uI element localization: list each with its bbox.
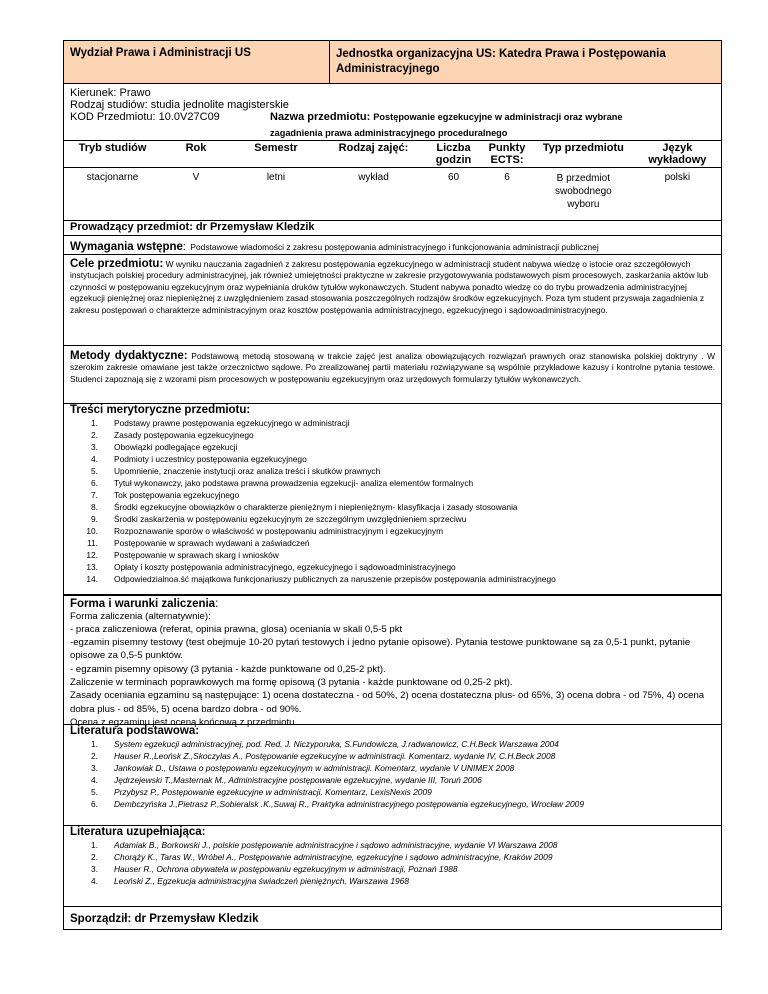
list-item: 13. Opłaty i koszty postępowania administracyjnego, egzekucyjnego i sądowoadministracyjnego	[86, 561, 456, 572]
study-type: Rodzaj studiów: studia jednolite magisterskie	[70, 99, 289, 111]
objectives-title: Cele przedmiotu:	[70, 257, 164, 270]
course-code: KOD Przedmiotu: 10.0V27C09	[70, 111, 220, 123]
prerequisites-text: Podstawowe wiadomości z zakresu postępowania administracyjnego i funkcjonowania administracji publicznej	[190, 241, 599, 252]
table-cell: polski	[664, 172, 691, 183]
prerequisites-title: Wymagania wstępne	[70, 240, 183, 253]
list-item: 4. Leoński Z., Egzekucja administracyjna świadczeń pieniężnych, Warszawa 1968	[91, 875, 409, 886]
course-details-table	[64, 140, 721, 220]
organizational-unit: Jednostka organizacyjna US: Katedra Prawa i Postępowania Administracyjnego	[336, 48, 666, 75]
basic-literature-section	[64, 724, 721, 825]
list-item: 2. Zasady postępowania egzekucyjnego	[91, 429, 254, 440]
table-cell: V	[192, 172, 200, 183]
faculty-name: Wydział Prawa i Administracji US	[64, 41, 330, 83]
list-item: 7. Tok postępowania egzekucyjnego	[91, 489, 240, 500]
content-title: Treści merytoryczne przedmiotu:	[70, 403, 251, 416]
content-section	[64, 403, 721, 594]
list-item: 2. Chorąży K., Taras W., Wróbel A., Postępowanie administracyjne, egzekucyjne i sądowo administracyjne, Kraków 2009	[91, 851, 553, 862]
col-header: Język wykładowy	[634, 141, 721, 168]
prepared-by: Sporządził: dr Przemysław Kledzik	[70, 912, 259, 925]
col-header: Tryb studiów	[64, 141, 161, 168]
lecturer-row	[64, 220, 721, 235]
col-header: Liczba godzin	[426, 141, 481, 168]
list-item: 4. Podmioty i uczestnicy postępowania egzekucyjnego	[91, 453, 307, 464]
list-item: 14. Odpowiedzialnoa.ść majątkowa funkcjonariuszy publicznych za naruszenie przepisów postępowania administracyjnego	[86, 573, 556, 584]
prepared-by-row	[64, 906, 721, 929]
course-name	[270, 111, 715, 126]
lecturer: Prowadzący przedmiot: dr Przemysław Kledzik	[70, 220, 315, 233]
supplementary-literature-section	[64, 825, 721, 906]
list-item: 5. Przybysz P., Postępowanie egzekucyjne w administracji. Komentarz, LexisNexis 2009	[91, 786, 432, 797]
list-item: 3. Jankowiak D., Ustawa o postępowaniu egzekucyjnym w administracji. Komentarz, wydanie V UNIMEX 2008	[91, 762, 515, 773]
course-name-value-1: Postępowanie egzekucyjne w administracji oraz wybrane	[373, 112, 623, 122]
assessment-line: - praca zaliczeniowa (referat, opinia prawna, glosa) oceniania w skali 0,5-5 pkt	[70, 623, 403, 635]
assessment-line: Zaliczenie w terminach poprawkowych ma formę opisową (3 pytania - każde punktowane od 0,25-2 pkt).	[70, 676, 513, 688]
list-item: 8. Środki egzekucyjne obowiązków o charakterze pieniężnym i niepieniężnym- klasyfikacja i zasady stosowania	[91, 501, 518, 512]
syllabus-form	[63, 40, 722, 930]
list-item: 3. Hauser R., Ochrona obywatela w postępowaniu egzekucyjnym w administracji, Poznań 1988	[91, 863, 458, 874]
list-item: 9. Środki zaskarżenia w postępowaniu egzekucyjnym ze szczególnym uwzględnieniem sprzeciwu	[91, 513, 467, 524]
content-list	[70, 417, 721, 585]
list-item: 2. Hauser R.,Leońsk Z.,Skoczylas A., Postępowanie egzekucyjne w administracji. Komentarz, wydanie IV, C.H.Beck 2008	[91, 750, 556, 761]
table-cell: 60	[447, 172, 460, 183]
table-cell: B przedmiot swobodnego wyboru	[555, 173, 612, 210]
assessment-line: -egzamin pisemny testowy (test obejmuje 10-20 pytań testowych i jedno pytanie opisowe). Pytania testowe punktowane są za 0,5-1 punkt, pytanie opisowe za 0,5-5 punktów.	[70, 637, 691, 662]
assessment-title: Forma i warunki zaliczenia	[70, 597, 216, 610]
col-header: Punkty ECTS:	[481, 141, 533, 168]
table-header-row	[64, 141, 721, 168]
list-item: 6. Tytuł wykonawczy, jako podstawa prawna prowadzenia egzekucji- analiza elementów formalnych	[91, 477, 474, 488]
col-header: Typ przedmiotu	[533, 141, 634, 168]
list-item: 1. Adamiak B., Borkowski J., polskie postępowanie administracyjne i sądowo administracyjne, wydanie VI Warszawa 2008	[91, 839, 558, 850]
assessment-line: Ocena z egzaminu jest oceną końcową z przedmiotu.	[70, 716, 298, 728]
methods-section	[64, 345, 721, 403]
table-cell: letni	[266, 172, 286, 183]
table-row	[64, 168, 721, 220]
assessment-line: Forma zaliczenia (alternatywnie):	[70, 610, 211, 622]
col-header: Semestr	[231, 141, 321, 168]
assessment-title-row: Forma i warunki zaliczenia:	[70, 597, 219, 610]
table-cell: wykład	[358, 172, 389, 183]
basic-literature-list	[70, 738, 721, 810]
list-item: 1. System egzekucji administracyjnej, pod. Red. J. Niczyporuka, S.Fundowicza, J.radwanowicz, C.H.Beck Warszawa 2004	[91, 738, 559, 749]
list-item: 6. Dembczyńska J.,Pietrasz P.,Sobieralsk .K.,Suwaj R., Praktyka administracyjnego postępowania egzekucyjnego, Wrocław 2009	[91, 798, 584, 809]
list-item: 5. Upomnienie, znaczenie instytucji oraz analiza treści i skutków prawnych	[91, 465, 381, 476]
course-name-label: Nazwa przedmiotu:	[270, 111, 371, 123]
list-item: 10. Rozpoznawanie sporów o właściwość w postępowaniu administracyjnym i egzekucyjnym	[86, 525, 444, 536]
table-cell: stacjonarne	[86, 172, 139, 183]
prerequisites-section: Wymagania wstępne: Podstawowe wiadomości z zakresu postępowania administracyjnego i funkcjonowania administracji publicznej	[64, 235, 721, 254]
objectives-text: W wyniku nauczania zagadnień z zakresu postępowania egzekucyjnego w administracji student nabywa wiedzę o istocie oraz szczegółowych instytucjach polskiej procedury administracyjnej, jak również umiejętności praktyczne w zakresie przygotowywania podstawowych pism procesowych, zaskarżania aktów lub czynności w postępowaniu egzekucyjnym oraz wypełniania druków tytułów wykonawczych. Student nabywa ponadto wiedzę co do trybu prowadzenia administracyjnej egzekucji pieniężnej oraz niepieniężnej z uwzględnieniem zasad stosowania poszczególnych rodzajów środków egzekucyjnych. Poza tym student przyswaja zagadnienia z zakresu postępowań o charakterze administracyjnym oraz kosztów postępowania administracyjnego, egzekucyjnego i sądowoadministracyjnego.	[70, 258, 709, 315]
assessment-line: - egzamin pisemny opisowy (3 pytania - każde punktowane od 0,25-2 pkt).	[70, 663, 386, 675]
list-item: 4. Jędrzejewski T.,Masternak M., Administracyjne postępowanie egzekucyjne, wydanie III, Toruń 2006	[91, 774, 482, 785]
course-name-value-2: zagadnienia prawa administracyjnego proceduralnego	[270, 128, 508, 138]
basic-literature-title: Literatura podstawowa:	[70, 724, 200, 737]
list-item: 3. Obowiązki podlegające egzekucji	[91, 441, 238, 452]
methods-title: Metody dydaktyczne:	[70, 349, 188, 362]
assessment-line: Zasady oceniania egzaminu są następujące: 1) ocena dostateczna - od 50%, 2) ocena dostateczna plus- od 65%, 3) ocena dobra - od 75%, 4) ocena dobra plus - od 85%, 5) ocena bardzo dobra - od 90%.	[70, 690, 705, 715]
field-of-study: Kierunek: Prawo	[70, 87, 151, 99]
supplementary-literature-list	[70, 839, 721, 887]
col-header: Rodzaj zajęć:	[321, 141, 426, 168]
list-item: 11. Postępowanie w sprawach wydawani a zaświadczeń	[86, 537, 310, 548]
header-row	[64, 41, 721, 84]
col-header: Rok	[161, 141, 231, 168]
supplementary-literature-title: Literatura uzupełniająca:	[70, 825, 206, 838]
table-cell: 6	[504, 172, 510, 183]
assessment-text	[64, 610, 721, 730]
list-item: 12. Postępowanie w sprawach skarg i wniosków	[86, 549, 279, 560]
objectives-section	[64, 254, 721, 345]
assessment-section	[64, 594, 721, 728]
course-code-row	[64, 111, 721, 126]
list-item: 1. Podstawy prawne postępowania egzekucyjnego w administracji	[91, 417, 350, 428]
methods-text: Podstawową metodą stosowaną w trakcie zajęć jest analiza obowiązujących rozwiązań prawnych oraz stanowiska polskiej doktryny . W szerokim zakresie omawiane jest także orzecznictwo sądowe. Po zrealizowanej partii materiału rozwiązywane są wspólnie przykładowe kazusy i kontrolne pytania testowe. Studenci zapoznają się z wzorami pism procesowych w postępowaniu egzekucyjnym oraz urzędowych formularzy tytułów wykonawczych.	[70, 350, 715, 384]
